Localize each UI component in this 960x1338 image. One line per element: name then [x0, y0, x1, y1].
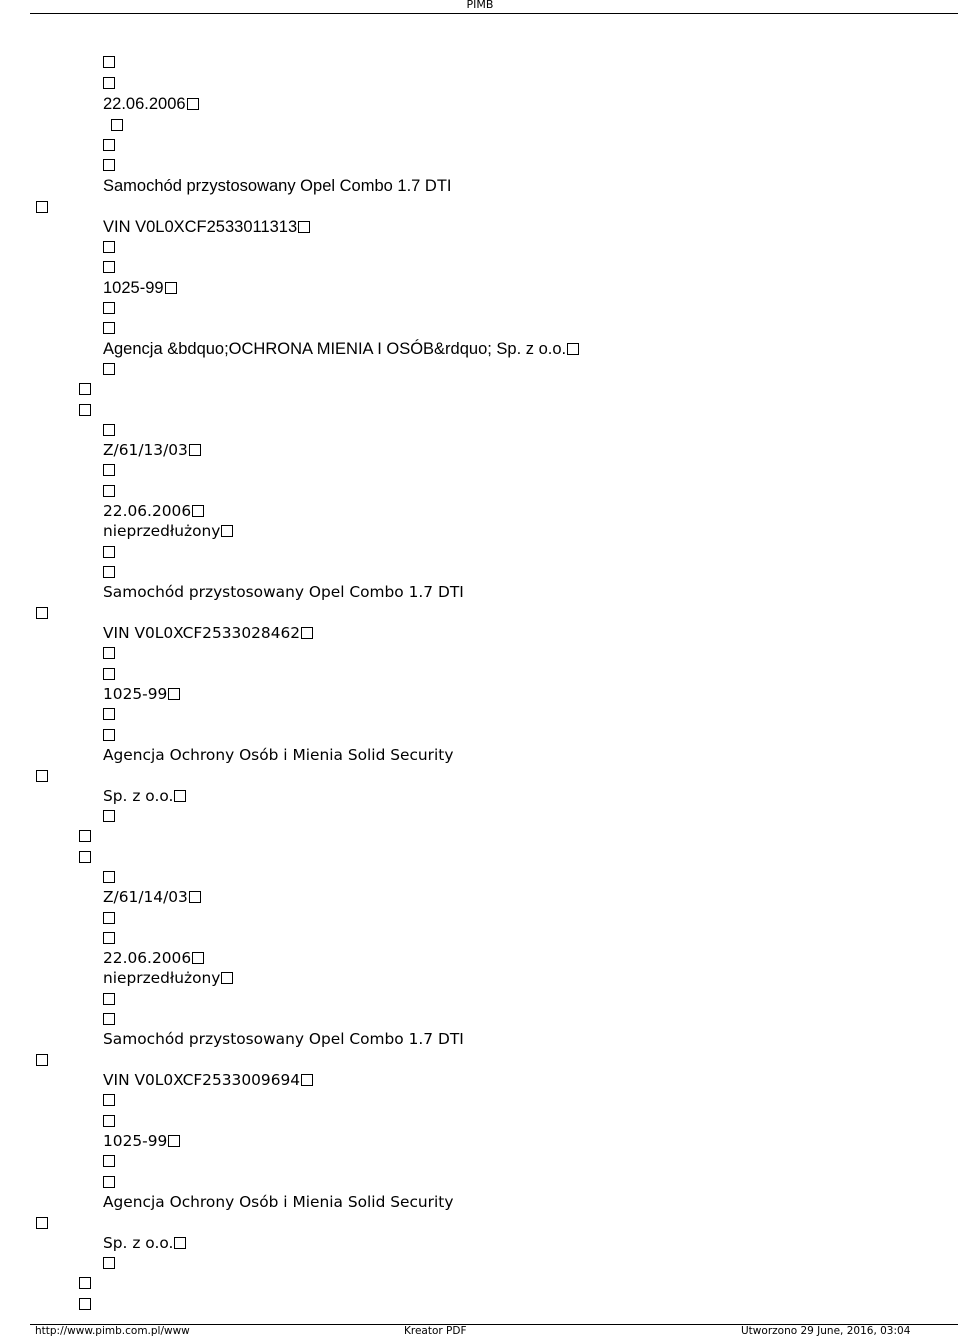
- placeholder-box-icon: [103, 1009, 115, 1029]
- company-name-suffix: Sp. z o.o.: [103, 1233, 186, 1253]
- vehicle-description: Samochód przystosowany Opel Combo 1.7 DTI: [103, 1030, 464, 1048]
- placeholder-box-icon: [103, 989, 115, 1009]
- placeholder-box-icon: [79, 379, 91, 399]
- company-name: Agencja Ochrony Osób i Mienia Solid Security: [103, 746, 454, 764]
- row-box-icon: [36, 1050, 48, 1070]
- status-text: nieprzedłużony: [103, 521, 233, 541]
- placeholder-box-icon: [111, 115, 123, 135]
- placeholder-box-icon: [103, 643, 115, 663]
- row-box-icon: [36, 1213, 48, 1233]
- placeholder-box-icon: [79, 847, 91, 867]
- placeholder-box-icon: [79, 1294, 91, 1314]
- placeholder-box-icon: [103, 1172, 115, 1192]
- certificate-number: 1025-99: [103, 684, 180, 704]
- vin-number: VIN V0L0XCF2533011313: [103, 217, 310, 237]
- vin-number: VIN V0L0XCF2533009694: [103, 1070, 313, 1090]
- placeholder-box-icon: [103, 318, 115, 338]
- placeholder-box-icon: [103, 73, 115, 93]
- vehicle-description: Samochód przystosowany Opel Combo 1.7 DTI: [103, 583, 464, 601]
- vin-number: VIN V0L0XCF2533028462: [103, 623, 313, 643]
- placeholder-box-icon: [103, 359, 115, 379]
- status-text: nieprzedłużony: [103, 968, 233, 988]
- header-rule: [30, 13, 958, 14]
- issue-date: 22.06.2006: [103, 94, 199, 114]
- placeholder-box-icon: [103, 725, 115, 745]
- placeholder-box-icon: [103, 562, 115, 582]
- issue-date: 22.06.2006: [103, 948, 204, 968]
- placeholder-box-icon: [103, 298, 115, 318]
- placeholder-box-icon: [103, 542, 115, 562]
- placeholder-box-icon: [103, 928, 115, 948]
- placeholder-box-icon: [103, 908, 115, 928]
- company-name-suffix: Sp. z o.o.: [103, 786, 186, 806]
- row-box-icon: [36, 197, 48, 217]
- placeholder-box-icon: [103, 420, 115, 440]
- vehicle-description: Samochód przystosowany Opel Combo 1.7 DTI: [103, 177, 452, 195]
- placeholder-box-icon: [103, 1090, 115, 1110]
- issue-date: 22.06.2006: [103, 501, 204, 521]
- page-header-title: PIMB: [466, 0, 494, 11]
- placeholder-box-icon: [103, 704, 115, 724]
- footer-url: http://www.pimb.com.pl/www: [35, 1325, 190, 1337]
- placeholder-box-icon: [103, 237, 115, 257]
- placeholder-box-icon: [103, 460, 115, 480]
- registration-number: Z/61/13/03: [103, 440, 201, 460]
- placeholder-box-icon: [103, 806, 115, 826]
- certificate-number: 1025-99: [103, 1131, 180, 1151]
- placeholder-box-icon: [79, 826, 91, 846]
- row-box-icon: [36, 766, 48, 786]
- row-box-icon: [36, 603, 48, 623]
- placeholder-box-icon: [103, 155, 115, 175]
- company-name: Agencja Ochrony Osób i Mienia Solid Security: [103, 1193, 454, 1211]
- placeholder-box-icon: [103, 867, 115, 887]
- footer-created: Utworzono 29 June, 2016, 03:04: [741, 1325, 911, 1337]
- placeholder-box-icon: [103, 1111, 115, 1131]
- company-name: Agencja &bdquo;OCHRONA MIENIA I OSÓB&rdquo; Sp. z o.o.: [103, 339, 579, 359]
- placeholder-box-icon: [103, 664, 115, 684]
- footer-generator: Kreator PDF: [404, 1325, 467, 1337]
- placeholder-box-icon: [79, 400, 91, 420]
- placeholder-box-icon: [103, 1253, 115, 1273]
- certificate-number: 1025-99: [103, 278, 177, 298]
- registration-number: Z/61/14/03: [103, 887, 201, 907]
- placeholder-box-icon: [103, 481, 115, 501]
- placeholder-box-icon: [103, 52, 115, 72]
- placeholder-box-icon: [103, 135, 115, 155]
- placeholder-box-icon: [103, 1151, 115, 1171]
- placeholder-box-icon: [103, 257, 115, 277]
- placeholder-box-icon: [79, 1273, 91, 1293]
